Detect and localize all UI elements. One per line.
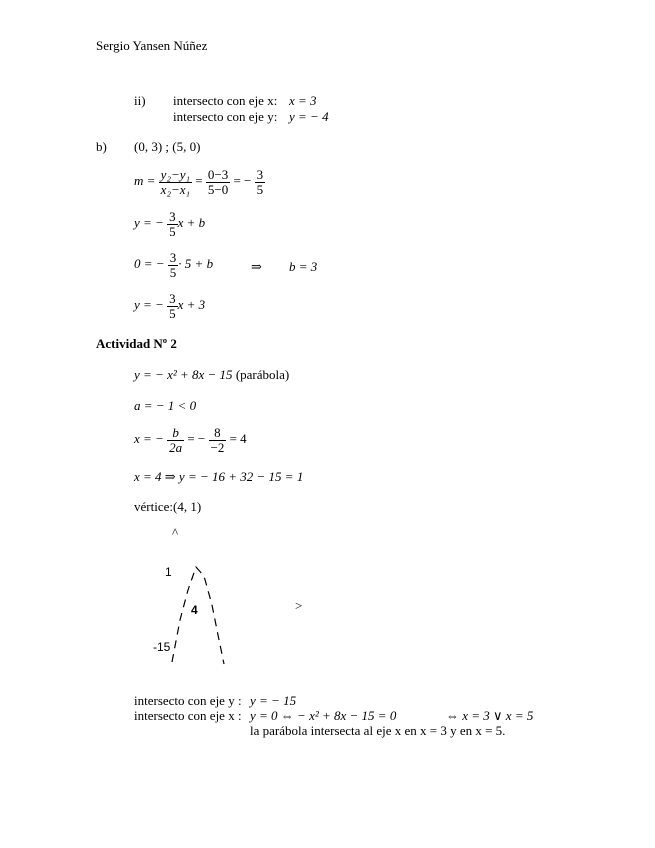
line-eq-3: y = − $\frac{3}{5}$ x + 3 (134, 291, 206, 321)
part-b-label: b) (96, 139, 107, 154)
vertex-x-formula: x = − $\frac{b}{2a}$ = − $\frac{8}{-2}$ = 4 (134, 425, 247, 455)
vertex-value: (4, 1) (172, 499, 202, 514)
vertex-y-calc: x = 4 ⇒ y = − 16 + 32 − 15 = 1 (134, 469, 304, 484)
implies-arrow: ⇒ (251, 259, 262, 274)
line-eq-2: 0 = − $\frac{3}{5}$ · 5 + b (134, 250, 214, 280)
label-4: 4 (191, 603, 198, 617)
y-intercept-label: intersecto con eje y: (173, 109, 278, 124)
slope-frac-3: $\frac{3}{5}$ (256, 167, 264, 197)
points: (0, 3) ; (5, 0) (134, 139, 201, 154)
y-int-eq: y = − 15 (250, 693, 297, 708)
x-int-solutions: ⇔ x = 3 ∨ x = 5 (446, 708, 534, 723)
label-neg15: -15 (153, 640, 171, 654)
author-name: Sergio Yansen Núñez (96, 38, 208, 53)
y-axis-arrow-icon: ^ (172, 525, 179, 540)
slope-formula: m = $\frac{\text{y₂−y₁}}{\text{x₂−x₁}}$ = $\frac{0-3}{5-0}$ = − $\frac{3}{5}$ (134, 167, 264, 197)
label-1: 1 (165, 565, 172, 579)
x-int-eq: y = 0 ⇔ − x² + 8x − 15 = 0 (250, 708, 397, 723)
x-intercept-eq: x = 3 (289, 93, 317, 108)
activity-title: Actividad Nº 2 (96, 336, 177, 351)
line-eq-1: y = − $\frac{3}{5}$ x + b (134, 209, 206, 239)
x-intercept-label: intersecto con eje x: (173, 93, 278, 108)
y-int-label: intersecto con eje y : (134, 693, 242, 708)
slope-frac-2: $\frac{0-3}{5-0}$ (207, 167, 229, 197)
x-int-label: intersecto con eje x : (134, 708, 242, 723)
parabola-note: (parábola) (235, 367, 290, 382)
y-intercept-eq: y = − 4 (289, 109, 329, 124)
x-axis-arrow-icon: > (295, 598, 303, 613)
slope-frac-1: $\frac{\text{y₂−y₁}}{\text{x₂−x₁}}$ (160, 167, 191, 197)
conclusion: la parábola intersecta al eje x en x = 3 y en x = 5. (250, 723, 506, 738)
parabola-curve (172, 567, 224, 664)
part-ii-label: ii) (134, 93, 146, 108)
parabola-eq: y = − x² + 8x − 15 (134, 367, 233, 382)
b-result: b = 3 (289, 259, 318, 274)
a-value: a = − 1 < 0 (134, 398, 197, 413)
vertex-label: vértice: (134, 499, 173, 514)
slope-lhs: m = (134, 173, 156, 189)
